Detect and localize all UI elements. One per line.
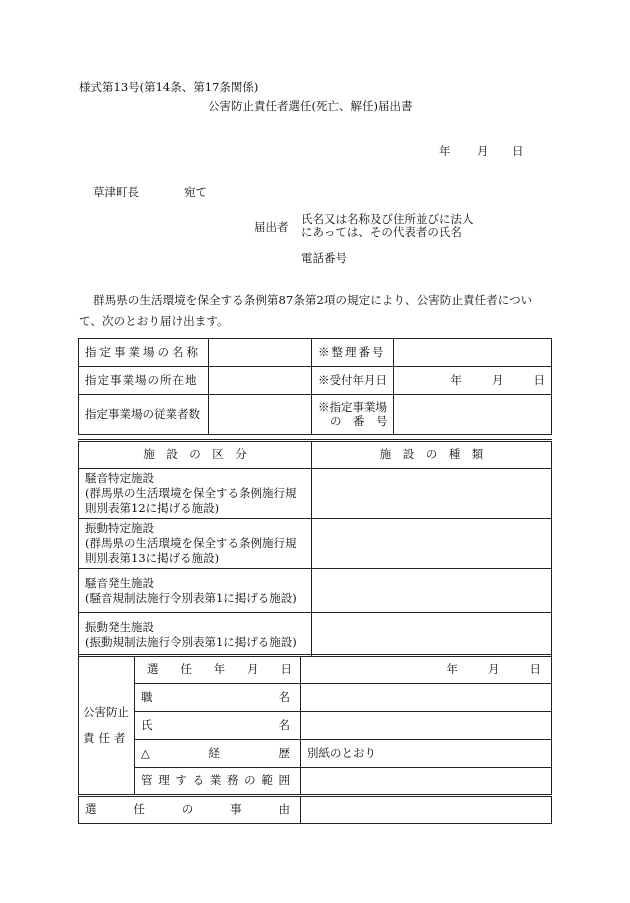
facility-category-line: (群馬県の生活環境を保全する条例施行規	[85, 486, 297, 500]
facility-category-line: (振動規制法施行令別表第1に掲げる施設)	[85, 634, 297, 649]
received-date-label: ※受付年月日	[312, 367, 394, 395]
appointment-reason-label-text	[85, 803, 290, 817]
facility-type-header: 施 設 の 種 類	[312, 441, 552, 469]
label-char: の	[181, 802, 194, 817]
site-info-table	[78, 338, 552, 435]
site-employees-label: 指定事業場の従業者数	[79, 395, 209, 435]
appointed-date-label-text	[141, 663, 300, 677]
appointed-month: 月	[488, 662, 500, 677]
form-title: 公害防止責任者選任(死亡、解任)届出書	[208, 99, 413, 113]
appointed-day: 日	[529, 662, 541, 677]
label-char: 選	[147, 662, 159, 677]
facility-type-field[interactable]	[312, 613, 552, 657]
ref-number-label: ※整理番号	[312, 339, 394, 367]
facility-category-vibration-specified	[79, 519, 312, 569]
name-label	[135, 712, 301, 740]
group-label-line2: 責任者	[83, 730, 130, 745]
label-char: 囲	[278, 773, 290, 788]
label-char: す	[175, 773, 187, 788]
site-name-field[interactable]	[209, 339, 312, 367]
facility-category-line: 振動特定施設	[85, 521, 154, 535]
facility-type-field[interactable]	[312, 519, 552, 569]
label-char: 名	[278, 689, 290, 704]
name-field[interactable]	[301, 712, 552, 740]
facility-category-line: 則別表第13に掲げる施設)	[85, 551, 220, 565]
label-char: 理	[158, 773, 170, 788]
site-number-label-line1: ※指定事業場	[318, 400, 387, 414]
facility-category-line: 騒音特定施設	[85, 471, 154, 485]
label-char: 由	[278, 802, 290, 817]
position-field[interactable]	[301, 684, 552, 712]
responsible-person-table	[78, 654, 552, 824]
label-char: △	[141, 745, 150, 760]
appointed-date-label	[135, 656, 301, 684]
label-char: 氏	[141, 717, 153, 732]
facility-table	[78, 439, 552, 657]
addressee: 草津町長	[93, 185, 139, 199]
addressee-suffix: 宛て	[184, 185, 207, 199]
site-address-label: 指定事業場の所在地	[79, 367, 209, 395]
duties-label-text	[141, 774, 290, 788]
facility-category-line: (騒音規制法施行令別表第1に掲げる施設)	[85, 590, 297, 605]
label-char: 業	[209, 773, 222, 788]
label-char: 職	[141, 689, 153, 704]
site-number-label-line2: の 番 号	[330, 413, 388, 428]
position-label-text	[141, 691, 290, 705]
label-char: 事	[230, 802, 242, 817]
label-char: 経	[208, 745, 220, 760]
appointed-year: 年	[446, 662, 458, 677]
history-field[interactable]: 別紙のとおり	[301, 740, 552, 768]
position-label	[135, 684, 301, 712]
label-char: 選	[85, 802, 97, 817]
group-label-line1: 公害防止	[83, 705, 129, 719]
phone-label: 電話番号	[301, 251, 347, 265]
facility-category-vibration-generating	[79, 613, 312, 657]
facility-type-field[interactable]	[312, 569, 552, 613]
appointed-date-label-value	[147, 663, 292, 677]
date-year-label: 年	[439, 144, 451, 158]
facility-category-header: 施 設 の 区 分	[79, 441, 312, 469]
duties-field[interactable]	[301, 768, 552, 796]
label-char: 日	[280, 662, 292, 677]
intro-line2: て、次のとおり届け出ます。	[79, 314, 229, 328]
label-char: 歴	[278, 745, 290, 760]
label-char: 名	[278, 717, 290, 732]
label-char: の	[244, 773, 256, 788]
received-year: 年	[450, 372, 462, 387]
site-number-field[interactable]	[394, 395, 552, 435]
responsible-person-group-label	[79, 656, 135, 796]
intro-line1: 群馬県の生活環境を保全する条例第87条第2項の規定により、公害防止責任者につい	[93, 293, 533, 307]
ref-number-field[interactable]	[394, 339, 552, 367]
received-day: 日	[533, 372, 545, 387]
label-char: 月	[247, 662, 259, 677]
appointment-reason-label	[79, 796, 301, 824]
facility-type-field[interactable]	[312, 469, 552, 519]
label-char: 任	[133, 802, 145, 817]
label-char: 務	[226, 773, 239, 788]
notifier-name-line1: 氏名又は名称及び住所並びに法人	[301, 212, 474, 226]
label-char: 年	[213, 662, 226, 677]
history-label-text	[141, 747, 290, 761]
duties-label	[135, 768, 301, 796]
site-name-label: 指定事業場の名称	[79, 339, 209, 367]
notifier-name-line2: にあっては、その代表者の氏名	[301, 225, 462, 239]
notifier-label: 届出者	[254, 220, 289, 234]
form-number: 様式第13号(第14条、第17条関係)	[79, 80, 259, 94]
label-char: 任	[180, 662, 192, 677]
name-label-text	[141, 719, 290, 733]
appointed-date-field[interactable]	[301, 656, 552, 684]
received-date-field[interactable]	[394, 367, 552, 395]
label-char: る	[192, 773, 205, 788]
facility-category-line: (群馬県の生活環境を保全する条例施行規	[85, 536, 297, 550]
facility-category-line: 騒音発生施設	[85, 575, 154, 590]
date-day-label: 日	[512, 144, 524, 158]
date-month-label: 月	[477, 144, 489, 158]
site-address-field[interactable]	[209, 367, 312, 395]
appointment-reason-field[interactable]	[301, 796, 552, 824]
site-number-label	[312, 395, 394, 435]
site-employees-field[interactable]	[209, 395, 312, 435]
label-char: 管	[141, 773, 153, 788]
facility-category-line: 則別表第12に掲げる施設)	[85, 501, 220, 515]
history-label	[135, 740, 301, 768]
label-char: 範	[261, 773, 273, 788]
received-month: 月	[492, 372, 504, 387]
facility-category-line: 振動発生施設	[85, 619, 154, 634]
facility-category-noise-specified	[79, 469, 312, 519]
facility-category-noise-generating	[79, 569, 312, 613]
